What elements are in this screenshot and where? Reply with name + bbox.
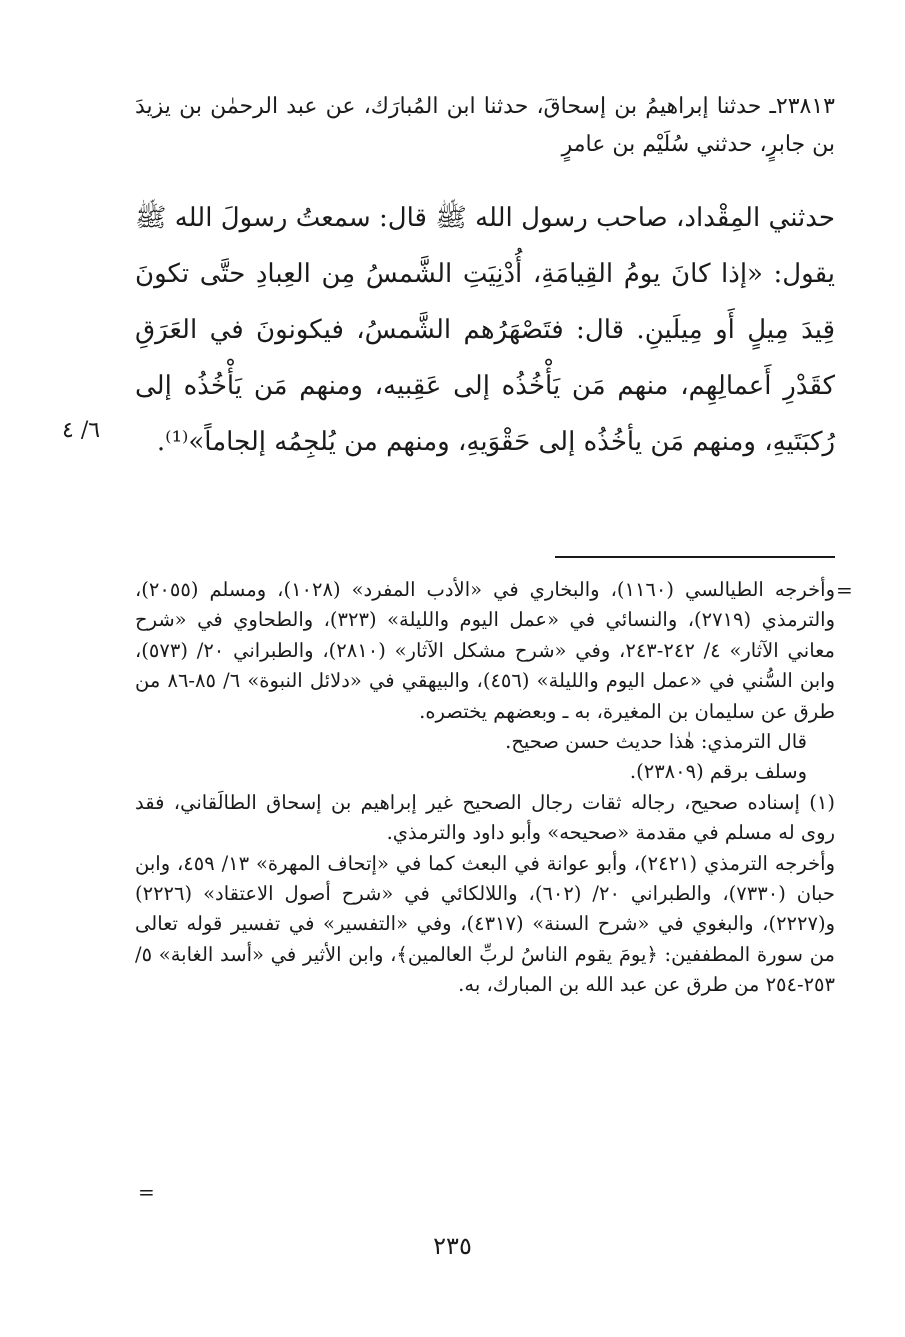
- margin-volume-reference: ٦/ ٤: [62, 418, 101, 443]
- hadith-isnad: ٢٣٨١٣ـ حدثنا إبراهيمُ بن إسحاقَ، حدثنا ابن المُبارَك، عن عبد الرحمٰن بن يزيدَ بن جابرٍ، حدثني سُلَيْم بن عامرٍ: [135, 94, 835, 157]
- footnote-separator: [555, 556, 835, 558]
- hadith-matn: حدثني المِقْداد، صاحب رسول الله ﷺ قال: سمعتُ رسولَ الله ﷺ يقول: «إذا كانَ يومُ القِيامَةِ، أُدْنِيَتِ الشَّمسُ مِن العِبادِ حتَّى تكونَ قِيدَ مِيلٍ أَو مِيلَينِ. قال: فتَصْهَرُهم الشَّمسُ، فيكونونَ في العَرَقِ كقَدْرِ أَعمالِهِم، منهم مَن يَأْخُذُه إلى عَقِبيه، ومنهم مَن يَأْخُذُه إلى رُكبَتَيهِ، ومنهم مَن يأخُذُه إلى حَقْوَيهِ، ومنهم من يُلجِمُه إلجاماً»⁽¹⁾.: [135, 203, 835, 457]
- footnote-continuation-mark-end: =: [138, 1180, 155, 1204]
- footnote-paragraph: قال الترمذي: هٰذا حديث حسن صحيح.: [505, 730, 807, 754]
- footnote-paragraph: (١) إسناده صحيح، رجاله ثقات رجال الصحيح غير إبراهيم بن إسحاق الطالَقاني، فقد روى له مسلم في مقدمة «صحيحه» وأبو داود والترمذي.: [135, 790, 835, 845]
- footnote-paragraph: وأخرجه الطيالسي (١١٦٠)، والبخاري في «الأدب المفرد» (١٠٢٨)، ومسلم (٢٠٥٥)، والترمذي (٢٧١٩)، والنسائي في «عمل اليوم والليلة» (٣٢٣)، والطحاوي في «شرح معاني الآثار» ٤/ ٢٤٢-٢٤٣، وفي «شرح مشكل الآثار» (٢٨١٠)، والطبراني ٢٠/ (٥٧٣)، وابن السُّني في «عمل اليوم والليلة» (٤٥٦)، والبيهقي في «دلائل النبوة» ٦/ ٨٥-٨٦ من طرق عن سليمان بن المغيرة، به ـ وبعضهم يختصره.: [135, 578, 836, 723]
- footnote-continuation-mark-start: =: [836, 578, 853, 602]
- page-number: ٢٣٥: [433, 1232, 472, 1260]
- footnotes: [135, 575, 835, 1001]
- footnote-paragraph: وأخرجه الترمذي (٢٤٢١)، وأبو عوانة في البعث كما في «إتحاف المهرة» ١٣/ ٤٥٩، وابن حبان (٧٣٣٠)، والطبراني ٢٠/ (٦٠٢)، واللالكائي في «شرح أصول الاعتقاد» (٢٢٢٦) و(٢٢٢٧)، والبغوي في «شرح السنة» (٤٣١٧)، وفي «التفسير» في تفسير قوله تعالى من سورة المطففين: ﴿يومَ يقوم الناسُ لربِّ العالمين﴾، وابن الأثير في «أسد الغابة» ٥/ ٢٥٣-٢٥٤ من طرق عن عبد الله بن المبارك، به.: [135, 851, 835, 997]
- footnote-paragraph: وسلف برقم (٢٣٨٠٩).: [629, 760, 807, 784]
